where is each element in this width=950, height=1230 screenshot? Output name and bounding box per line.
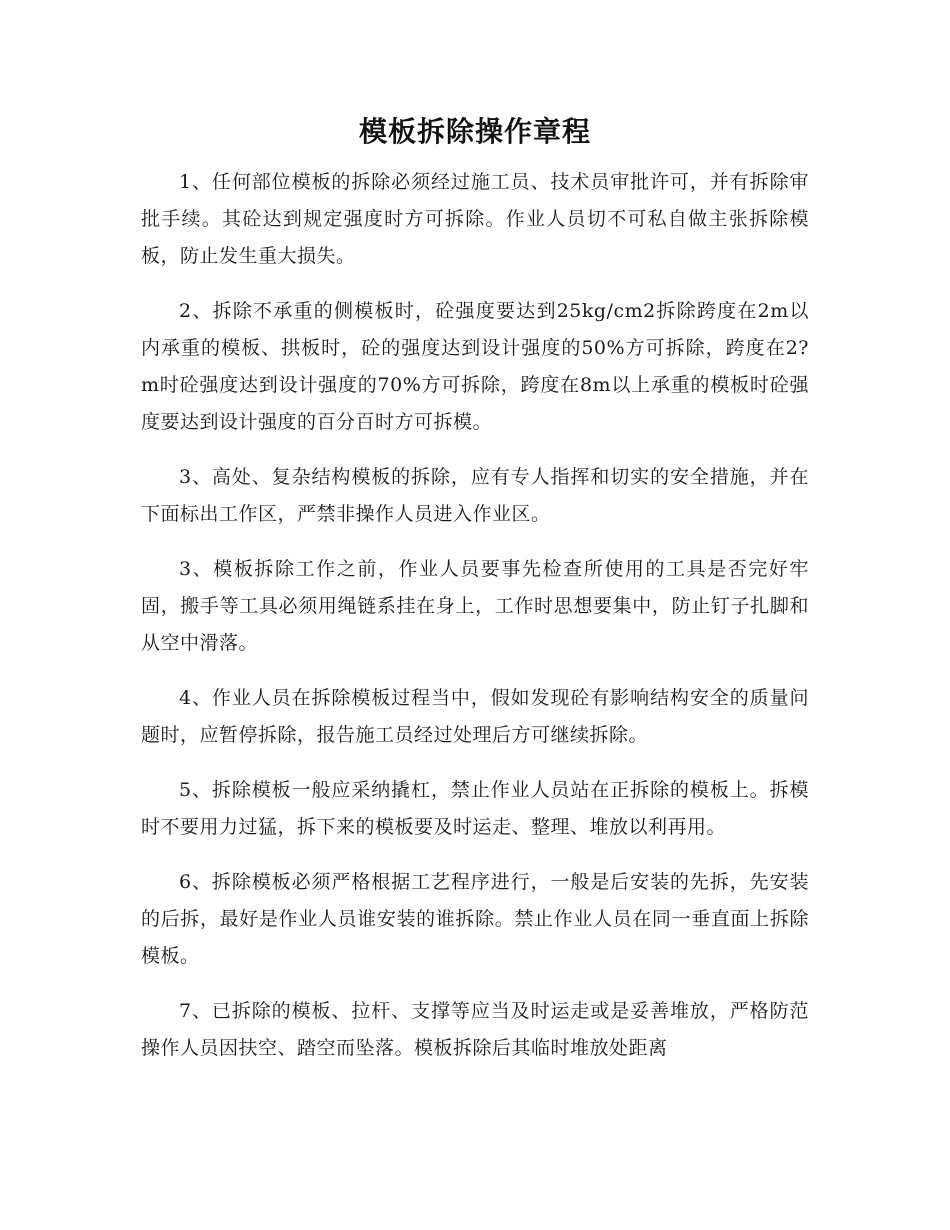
paragraph-5: 4、作业人员在拆除模板过程当中，假如发现砼有影响结构安全的质量问题时，应暂停拆除，报告施工员经过处理后方可继续拆除。 — [141, 687, 809, 746]
paragraph-2: 2、拆除不承重的侧模板时，砼强度要达到25kg/cm2拆除跨度在2m以内承重的模板、拱板时，砼的强度达到设计强度的50%方可拆除，跨度在2?m时砼强度达到设计强度的70%方可拆除，跨度在8m以上承重的模板时砼强度要达到设计强度的百分百时方可拆模。 — [141, 300, 809, 433]
paragraph-7: 6、拆除模板必须严格根据工艺程序进行，一般是后安装的先拆，先安装的后拆，最好是作业人员谁安装的谁拆除。禁止作业人员在同一垂直面上拆除模板。 — [141, 871, 809, 967]
paragraph-8: 7、已拆除的模板、拉杆、支撑等应当及时运走或是妥善堆放，严格防范操作人员因扶空、踏空而坠落。模板拆除后其临时堆放处距离 — [141, 1000, 809, 1059]
document-title: 模板拆除操作章程 — [358, 115, 591, 148]
paragraph-1: 1、任何部位模板的拆除必须经过施工员、技术员审批许可，并有拆除审批手续。其砼达到规定强度时方可拆除。作业人员切不可私自做主张拆除模板，防止发生重大损失。 — [141, 171, 809, 267]
paragraph-4: 3、模板拆除工作之前，作业人员要事先检查所使用的工具是否完好牢固，搬手等工具必须用绳链系挂在身上，工作时思想要集中，防止钉子扎脚和从空中滑落。 — [141, 558, 809, 654]
document-body — [141, 164, 809, 1085]
paragraph-3: 3、高处、复杂结构模板的拆除，应有专人指挥和切实的安全措施，并在下面标出工作区，严禁非操作人员进入作业区。 — [141, 466, 809, 525]
paragraph-6: 5、拆除模板一般应采纳撬杠，禁止作业人员站在正拆除的模板上。拆模时不要用力过猛，拆下来的模板要及时运走、整理、堆放以利再用。 — [141, 779, 809, 838]
